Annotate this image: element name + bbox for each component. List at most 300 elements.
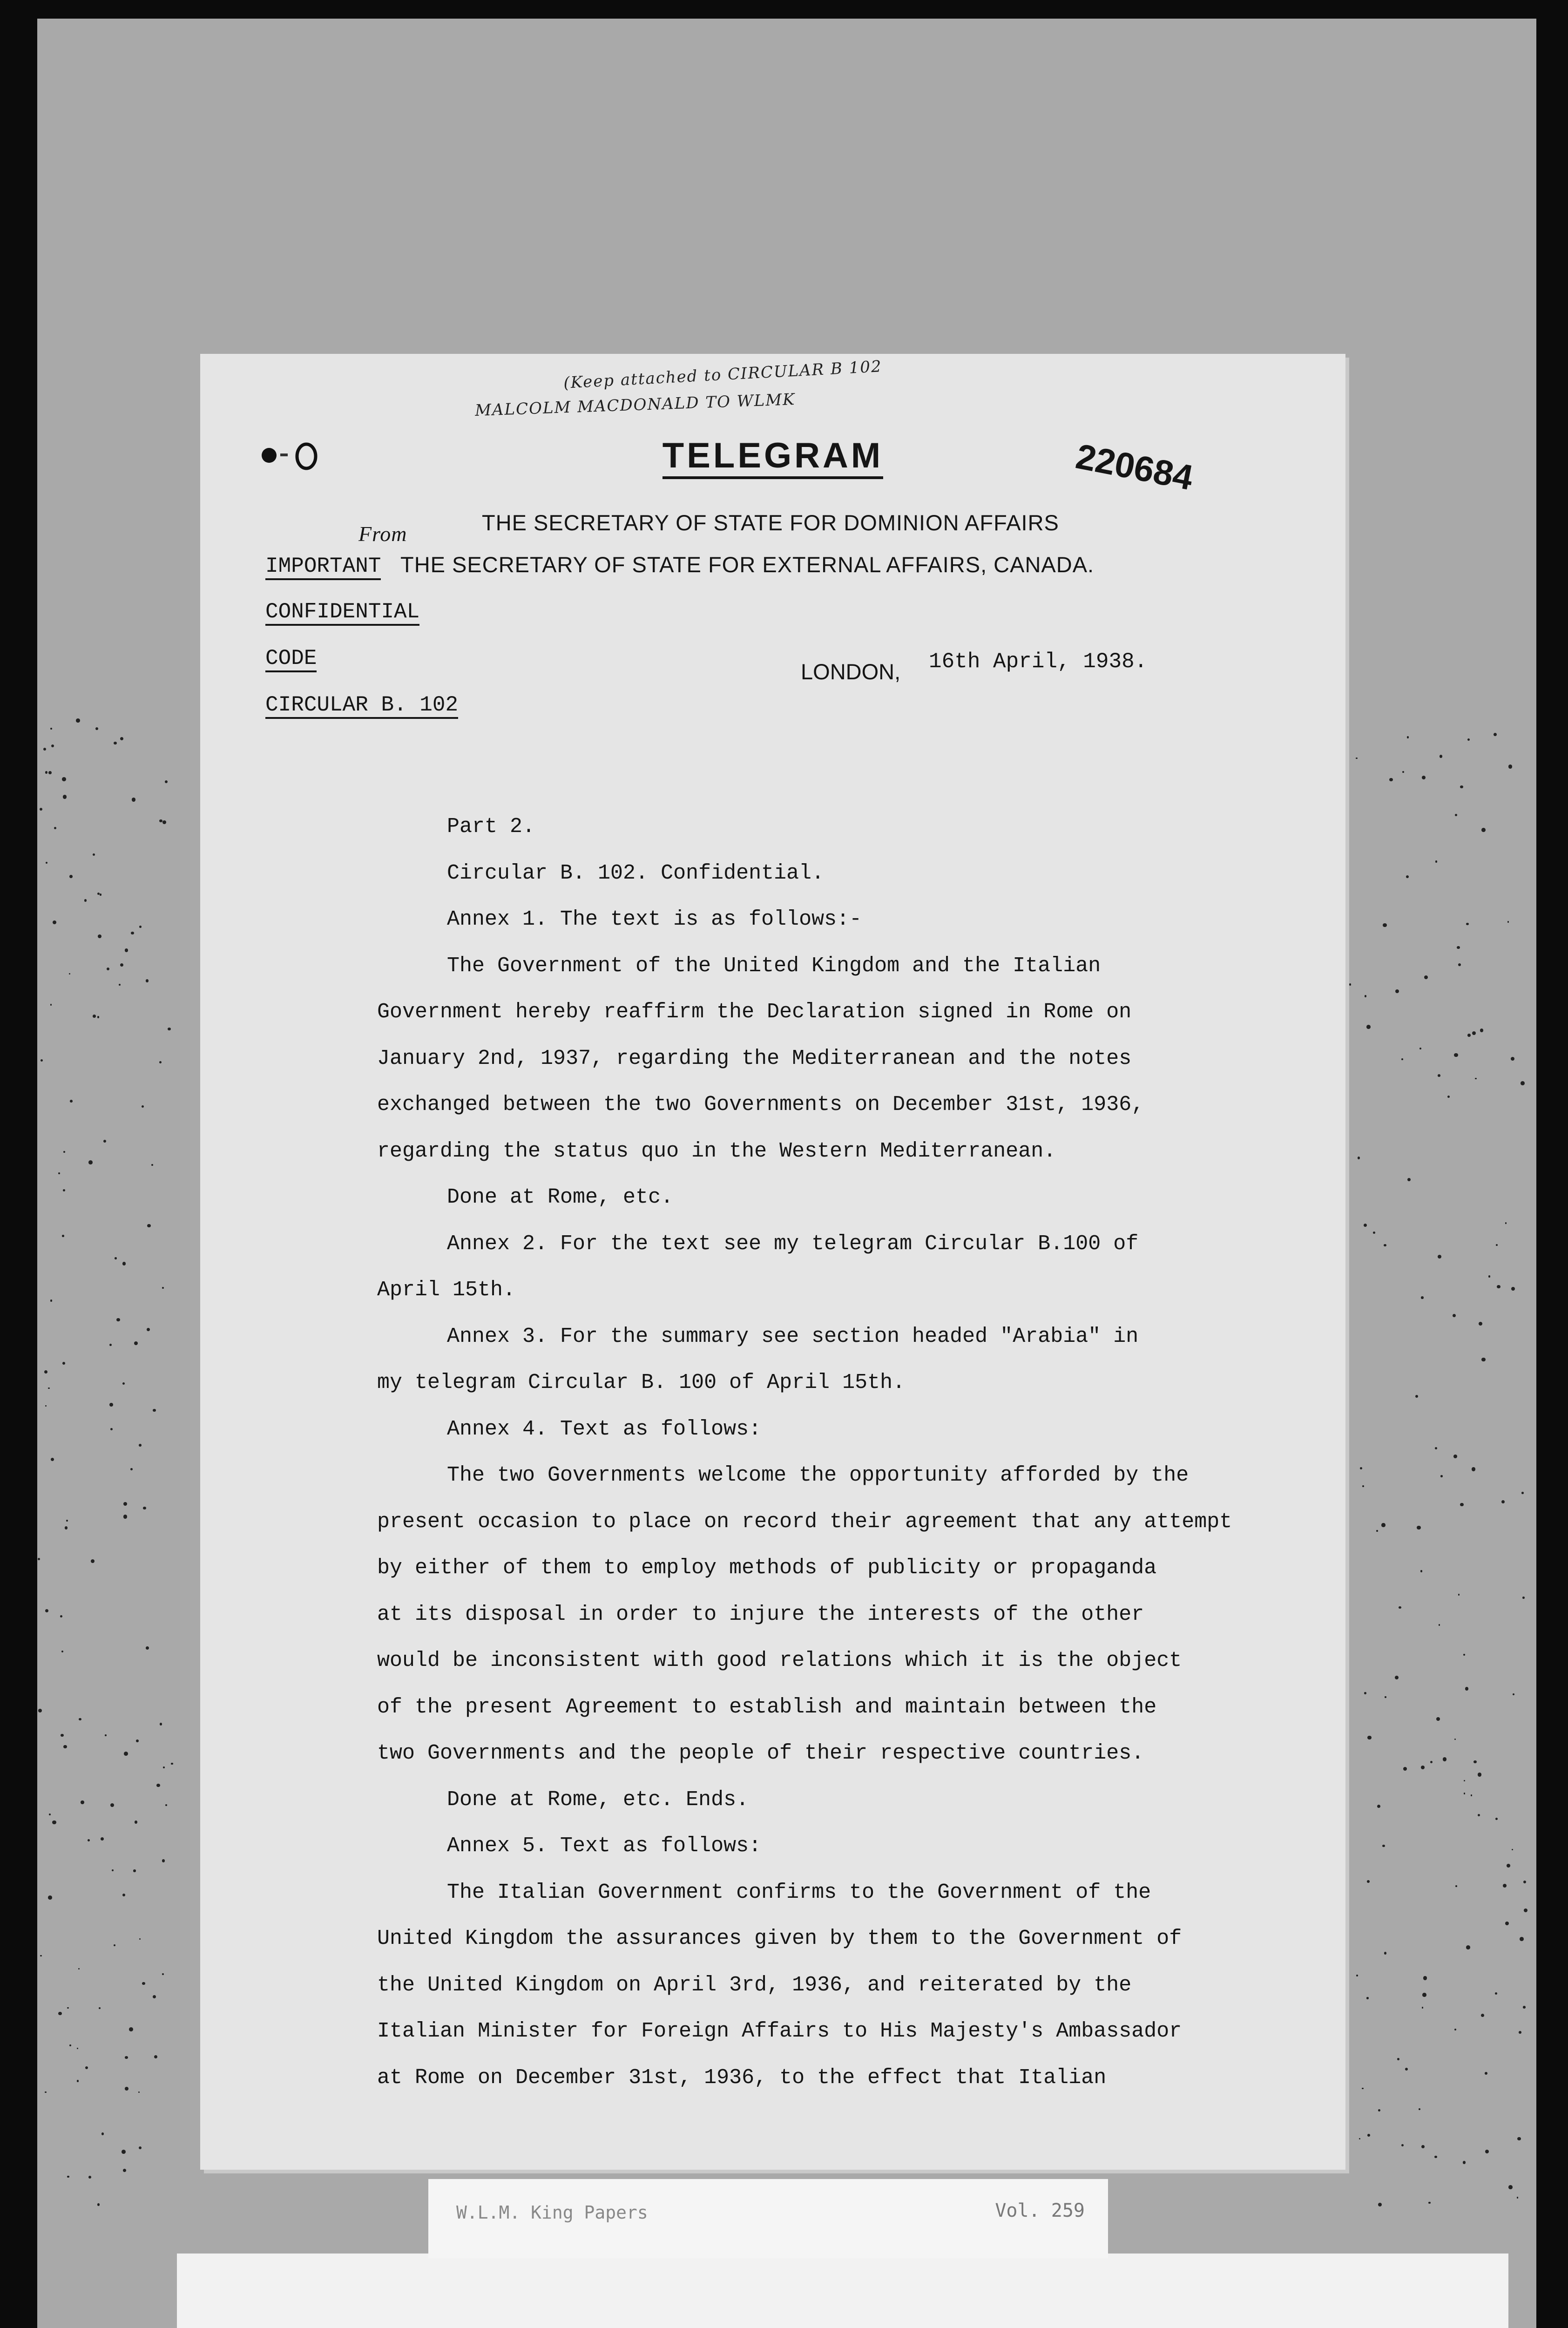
speck: [1523, 1881, 1526, 1883]
telegram-date: 16th April, 1938.: [929, 650, 1148, 674]
speck: [134, 1341, 138, 1345]
speck: [168, 1028, 171, 1031]
speck: [52, 1820, 56, 1825]
speck: [1422, 776, 1426, 779]
speck: [1522, 1597, 1525, 1599]
speck: [1397, 2058, 1399, 2060]
body-line: April 15th.: [377, 1278, 516, 1302]
speck: [1438, 1255, 1441, 1259]
speck: [1463, 1654, 1465, 1656]
speck: [1497, 1285, 1500, 1288]
speck: [1383, 923, 1386, 927]
speck: [1520, 1937, 1524, 1941]
speck: [63, 1189, 65, 1191]
speck: [147, 1328, 150, 1331]
speck: [120, 963, 123, 967]
speck: [159, 1061, 162, 1063]
speck: [1366, 1025, 1371, 1029]
speck: [51, 744, 54, 747]
speck: [1356, 1975, 1358, 1976]
speck: [1384, 1952, 1386, 1954]
speck: [162, 1859, 165, 1862]
speck: [1376, 1530, 1378, 1532]
speck: [153, 1409, 155, 1412]
body-line: the United Kingdom on April 3rd, 1936, and reiterated by the: [377, 1973, 1132, 1997]
speck: [79, 1718, 81, 1721]
speck: [1367, 2134, 1370, 2137]
speck: [98, 934, 101, 938]
speck: [131, 932, 134, 935]
speck: [1512, 1849, 1513, 1850]
speck: [88, 1160, 93, 1164]
speck: [1480, 1029, 1484, 1032]
speck: [114, 1944, 115, 1946]
speck: [1417, 1526, 1420, 1529]
speck: [1454, 2029, 1456, 2030]
speck: [165, 780, 168, 783]
speck: [1384, 1244, 1386, 1247]
speck: [112, 1869, 114, 1871]
speck: [1508, 765, 1513, 769]
speck: [97, 1016, 100, 1018]
speck: [159, 819, 162, 823]
body-line: The Italian Government confirms to the Government of the: [447, 1880, 1151, 1904]
speck: [1467, 1034, 1470, 1036]
speck: [67, 2007, 69, 2009]
speck: [62, 1362, 65, 1365]
speck: [165, 1804, 167, 1806]
speck: [115, 1257, 117, 1259]
speck: [124, 1752, 128, 1756]
volume-number: Vol. 259: [995, 2200, 1085, 2221]
speck: [1496, 1244, 1498, 1246]
speck: [1405, 2068, 1408, 2071]
speck: [1401, 1058, 1403, 1060]
speck: [49, 1814, 51, 1815]
speck: [1505, 1922, 1509, 1925]
speck: [1377, 1805, 1380, 1808]
speck: [1458, 963, 1461, 966]
classification-code: CODE: [265, 646, 317, 670]
speck: [101, 2132, 104, 2135]
speck: [1453, 1314, 1456, 1317]
speck: [1345, 1624, 1347, 1625]
speck: [1435, 1447, 1437, 1449]
speck: [1472, 1031, 1476, 1035]
body-line: present occasion to place on record their agreement that any attempt: [377, 1509, 1232, 1534]
speck: [122, 1894, 125, 1896]
speck: [45, 1609, 48, 1612]
speck: [142, 1105, 144, 1108]
speck: [1440, 1475, 1442, 1477]
speck: [77, 2080, 79, 2082]
speck: [1440, 755, 1443, 758]
speck: [1367, 1880, 1370, 1883]
speck: [1399, 1606, 1401, 1609]
speck: [1503, 1884, 1507, 1888]
speck: [1424, 975, 1428, 979]
speck: [48, 771, 52, 774]
speck: [1364, 1692, 1366, 1694]
speck: [50, 728, 52, 730]
body-line: Done at Rome, etc. Ends.: [447, 1787, 749, 1812]
speck: [1421, 2145, 1425, 2148]
speck: [1382, 1845, 1385, 1848]
speck: [1453, 1455, 1457, 1458]
speck: [110, 1428, 113, 1430]
speck: [88, 2176, 91, 2179]
speck: [119, 984, 121, 986]
speck: [1508, 2185, 1513, 2189]
speck: [54, 827, 56, 829]
speck: [1457, 946, 1460, 949]
speck: [1395, 989, 1399, 993]
speck: [69, 875, 73, 878]
speck: [132, 798, 136, 802]
body-line: my telegram Circular B. 100 of April 15th.: [377, 1371, 906, 1394]
speck: [1501, 1500, 1505, 1503]
speck: [1422, 2007, 1423, 2008]
speck: [1434, 2156, 1437, 2158]
speck: [1443, 1757, 1446, 1761]
speck: [85, 2066, 88, 2069]
speck: [1523, 2006, 1526, 2009]
speck: [110, 1803, 114, 1807]
speck: [1521, 1081, 1525, 1085]
speck: [1481, 1358, 1486, 1362]
speck: [63, 1745, 67, 1748]
speck: [130, 1468, 133, 1470]
speck: [146, 1646, 149, 1650]
body-line: exchanged between the two Governments on December 31st, 1936,: [377, 1093, 1144, 1117]
speck: [1423, 1976, 1427, 1980]
speck: [139, 1444, 142, 1447]
speck: [153, 1995, 156, 1998]
telegram-title: TELEGRAM: [200, 435, 1345, 476]
speck: [46, 862, 48, 864]
speck: [1365, 995, 1366, 997]
speck: [160, 1723, 162, 1726]
speck: [1360, 1467, 1362, 1469]
speck: [63, 1151, 66, 1153]
speck: [123, 1515, 127, 1518]
scan-background: [37, 19, 1536, 2328]
speck: [1463, 2161, 1466, 2164]
speck: [109, 1403, 113, 1407]
speck: [1454, 1053, 1458, 1057]
speck: [107, 968, 109, 970]
body-line: Annex 5. Text as follows:: [447, 1834, 762, 1858]
speck: [1378, 2109, 1380, 2111]
speck: [122, 1262, 126, 1265]
speck: [1407, 736, 1409, 738]
catalog-slip: [428, 2179, 1108, 2258]
speck: [81, 1800, 84, 1804]
speck: [1447, 1096, 1450, 1098]
telegram-page: [200, 354, 1345, 2170]
body-line: two Governments and the people of their respective countries.: [377, 1741, 1144, 1765]
speck: [45, 1405, 47, 1407]
speck: [1460, 785, 1463, 789]
speck: [1438, 1074, 1440, 1077]
speck: [1401, 2144, 1404, 2146]
archive-card: [177, 2254, 1508, 2328]
speck: [1488, 1275, 1491, 1278]
speck: [1511, 1287, 1515, 1291]
speck: [1402, 771, 1404, 773]
speck: [38, 1558, 40, 1560]
body-line: Italian Minister for Foreign Affairs to His Majesty's Ambassador: [377, 2019, 1182, 2043]
speck: [1511, 1057, 1515, 1061]
speck: [1373, 1232, 1375, 1234]
speck: [1479, 1322, 1482, 1326]
speck: [1485, 2150, 1489, 2153]
speck: [1349, 983, 1352, 986]
speck: [138, 2091, 140, 2093]
speck: [1381, 1523, 1385, 1527]
body-line: Annex 3. For the summary see section headed "Arabia" in: [447, 1324, 1139, 1348]
speck: [1358, 1157, 1360, 1159]
body-line: Government hereby reaffirm the Declaration signed in Rome on: [377, 1000, 1132, 1024]
speck: [139, 1938, 141, 1940]
body-line: The two Governments welcome the opportunity afforded by the: [447, 1463, 1189, 1487]
speck: [120, 737, 124, 741]
speck: [1519, 2031, 1521, 2034]
speck: [122, 1382, 125, 1385]
speck: [1366, 1997, 1368, 1999]
speck: [69, 2044, 71, 2046]
body-line: Annex 2. For the text see my telegram Circular B.100 of: [447, 1232, 1139, 1256]
speck: [142, 1982, 145, 1985]
speck: [1517, 2197, 1518, 2198]
speck: [1464, 1793, 1466, 1794]
body-line: would be inconsistent with good relations which it is the object: [377, 1649, 1182, 1672]
speck: [143, 1507, 146, 1509]
speck: [1439, 1624, 1440, 1626]
from-label: From: [358, 522, 407, 546]
speck: [100, 893, 102, 896]
speck: [97, 2203, 100, 2206]
speck: [1389, 778, 1392, 781]
speck: [95, 727, 98, 730]
speck: [60, 1615, 62, 1617]
speck: [1513, 1693, 1514, 1695]
speck: [139, 2146, 142, 2149]
speck: [109, 1344, 112, 1346]
body-line: The Government of the United Kingdom and the Italian: [447, 954, 1101, 978]
speck: [1455, 814, 1457, 816]
speck: [1481, 2014, 1484, 2017]
speck: [1421, 1766, 1425, 1769]
speck: [163, 1766, 165, 1768]
body-line: Annex 1. The text is as follows:-: [447, 907, 862, 931]
speck: [147, 1224, 151, 1228]
speck: [1485, 2072, 1487, 2075]
speck: [67, 2176, 69, 2178]
speck: [135, 1820, 137, 1823]
speck: [58, 2012, 61, 2015]
speck: [1524, 1908, 1527, 1912]
speck: [1406, 875, 1409, 878]
speck: [1395, 1676, 1399, 1679]
speck: [69, 973, 71, 975]
speck: [1478, 1773, 1482, 1777]
place-label: LONDON,: [801, 659, 901, 684]
speck: [156, 1784, 160, 1787]
speck: [93, 1015, 96, 1018]
speck: [61, 1651, 63, 1652]
body-line: United Kingdom the assurances given by them to the Government of: [377, 1927, 1182, 1950]
speck: [40, 808, 42, 811]
speck: [103, 1140, 106, 1143]
speck: [1362, 1485, 1364, 1487]
speck: [40, 1955, 41, 1956]
speck: [1467, 738, 1470, 741]
speck: [1465, 1687, 1468, 1690]
speck: [1495, 1992, 1497, 1995]
speck: [63, 795, 67, 799]
speck: [1495, 1818, 1498, 1820]
speck: [101, 1837, 104, 1841]
speck: [146, 979, 149, 982]
speck: [123, 1502, 127, 1506]
speck: [1428, 2202, 1430, 2204]
handwritten-note-top: (Keep attached to CIRCULAR B 102: [563, 357, 883, 393]
body-line: regarding the status quo in the Western Mediterranean.: [377, 1139, 1056, 1163]
speck: [1378, 2203, 1382, 2207]
speck: [66, 1520, 68, 1522]
body-line: Annex 4. Text as follows:: [447, 1417, 762, 1441]
speck: [162, 1973, 164, 1975]
speck: [162, 1287, 164, 1289]
body-line: at its disposal in order to injure the interests of the other: [377, 1602, 1144, 1626]
speck: [1466, 923, 1468, 925]
speck: [1421, 1296, 1423, 1299]
speck: [125, 2087, 128, 2091]
speck: [1362, 2088, 1363, 2089]
speck: [123, 2169, 126, 2172]
speck: [1436, 1717, 1440, 1721]
speck: [1364, 1224, 1367, 1227]
speck: [1505, 1222, 1507, 1224]
speck: [1472, 1467, 1476, 1471]
telegram-body: [200, 354, 1345, 2170]
speck: [1473, 1760, 1477, 1764]
speck: [91, 1559, 95, 1563]
speck: [1359, 2138, 1360, 2139]
speck: [1385, 1696, 1386, 1698]
speck: [133, 1869, 135, 1872]
speck: [1458, 1594, 1460, 1595]
body-line: Circular B. 102. Confidential.: [447, 861, 825, 885]
speck: [1356, 758, 1357, 759]
speck: [125, 948, 128, 952]
speck: [1407, 1178, 1411, 1181]
speck: [1435, 860, 1437, 862]
speck: [171, 1763, 173, 1765]
speck: [1464, 1780, 1465, 1781]
speck: [1419, 1048, 1421, 1049]
speck: [65, 1526, 68, 1529]
body-line: of the present Agreement to establish and maintain between the: [377, 1695, 1157, 1719]
body-line: at Rome on December 31st, 1936, to the effect that Italian: [377, 2065, 1107, 2090]
document-number-stamp: 220684: [1073, 436, 1196, 498]
body-line: Done at Rome, etc.: [447, 1185, 674, 1209]
speck: [50, 1299, 53, 1302]
speck: [38, 1709, 42, 1712]
speck: [154, 2055, 158, 2059]
speck: [1494, 733, 1497, 736]
speck: [70, 1100, 73, 1103]
speck: [1481, 828, 1486, 832]
recipient-text: THE SECRETARY OF STATE FOR EXTERNAL AFFAIRS, CANADA.: [400, 552, 1095, 577]
speck: [1422, 1993, 1426, 1997]
speck: [1466, 1945, 1470, 1949]
classification-confidential: CONFIDENTIAL: [265, 600, 419, 624]
speck: [116, 1318, 120, 1321]
speck: [97, 893, 100, 895]
speck: [1507, 1864, 1510, 1868]
speck: [1420, 1570, 1422, 1572]
speck: [41, 1059, 43, 1062]
speck: [58, 1172, 60, 1174]
speck: [62, 777, 66, 781]
speck: [1454, 1739, 1456, 1740]
speck: [88, 1839, 90, 1841]
body-line: by either of them to employ methods of publicity or propaganda: [377, 1556, 1157, 1580]
speck: [1471, 1794, 1472, 1796]
speck: [151, 1164, 153, 1166]
speck: [51, 1458, 54, 1461]
speck: [136, 1739, 139, 1742]
collection-name: W.L.M. King Papers: [456, 2202, 648, 2223]
speck: [129, 2027, 133, 2031]
speck: [50, 1004, 52, 1006]
speck: [139, 926, 142, 928]
speck: [44, 1370, 47, 1374]
speck: [1419, 2108, 1420, 2110]
speck: [1403, 1767, 1407, 1771]
speck: [48, 1895, 52, 1900]
speck: [1478, 1814, 1480, 1816]
classification-important: IMPORTANT: [265, 554, 381, 578]
speck: [1430, 1761, 1433, 1763]
speck: [1367, 1736, 1371, 1739]
handwritten-note-names: MALCOLM MACDONALD TO WLMK: [474, 390, 796, 420]
circular-number: CIRCULAR B. 102: [265, 693, 458, 717]
speck: [45, 2091, 47, 2093]
speck: [76, 718, 80, 723]
speck: [78, 1968, 80, 1969]
speck: [1475, 1078, 1476, 1079]
speck: [43, 748, 46, 751]
speck: [84, 899, 87, 902]
speck: [1521, 1492, 1524, 1494]
speck: [1455, 1885, 1457, 1887]
body-line: Part 2.: [447, 815, 535, 839]
speck: [105, 1734, 107, 1736]
speck: [1415, 1395, 1418, 1398]
speck: [1460, 1503, 1463, 1506]
speck: [114, 742, 117, 745]
sender-text: THE SECRETARY OF STATE FOR DOMINION AFFAIRS: [482, 510, 1059, 535]
speck: [122, 2150, 126, 2154]
speck: [1517, 2137, 1521, 2141]
speck: [53, 920, 56, 924]
speck: [125, 2056, 128, 2059]
speck: [61, 1734, 63, 1737]
speck: [62, 1235, 64, 1237]
